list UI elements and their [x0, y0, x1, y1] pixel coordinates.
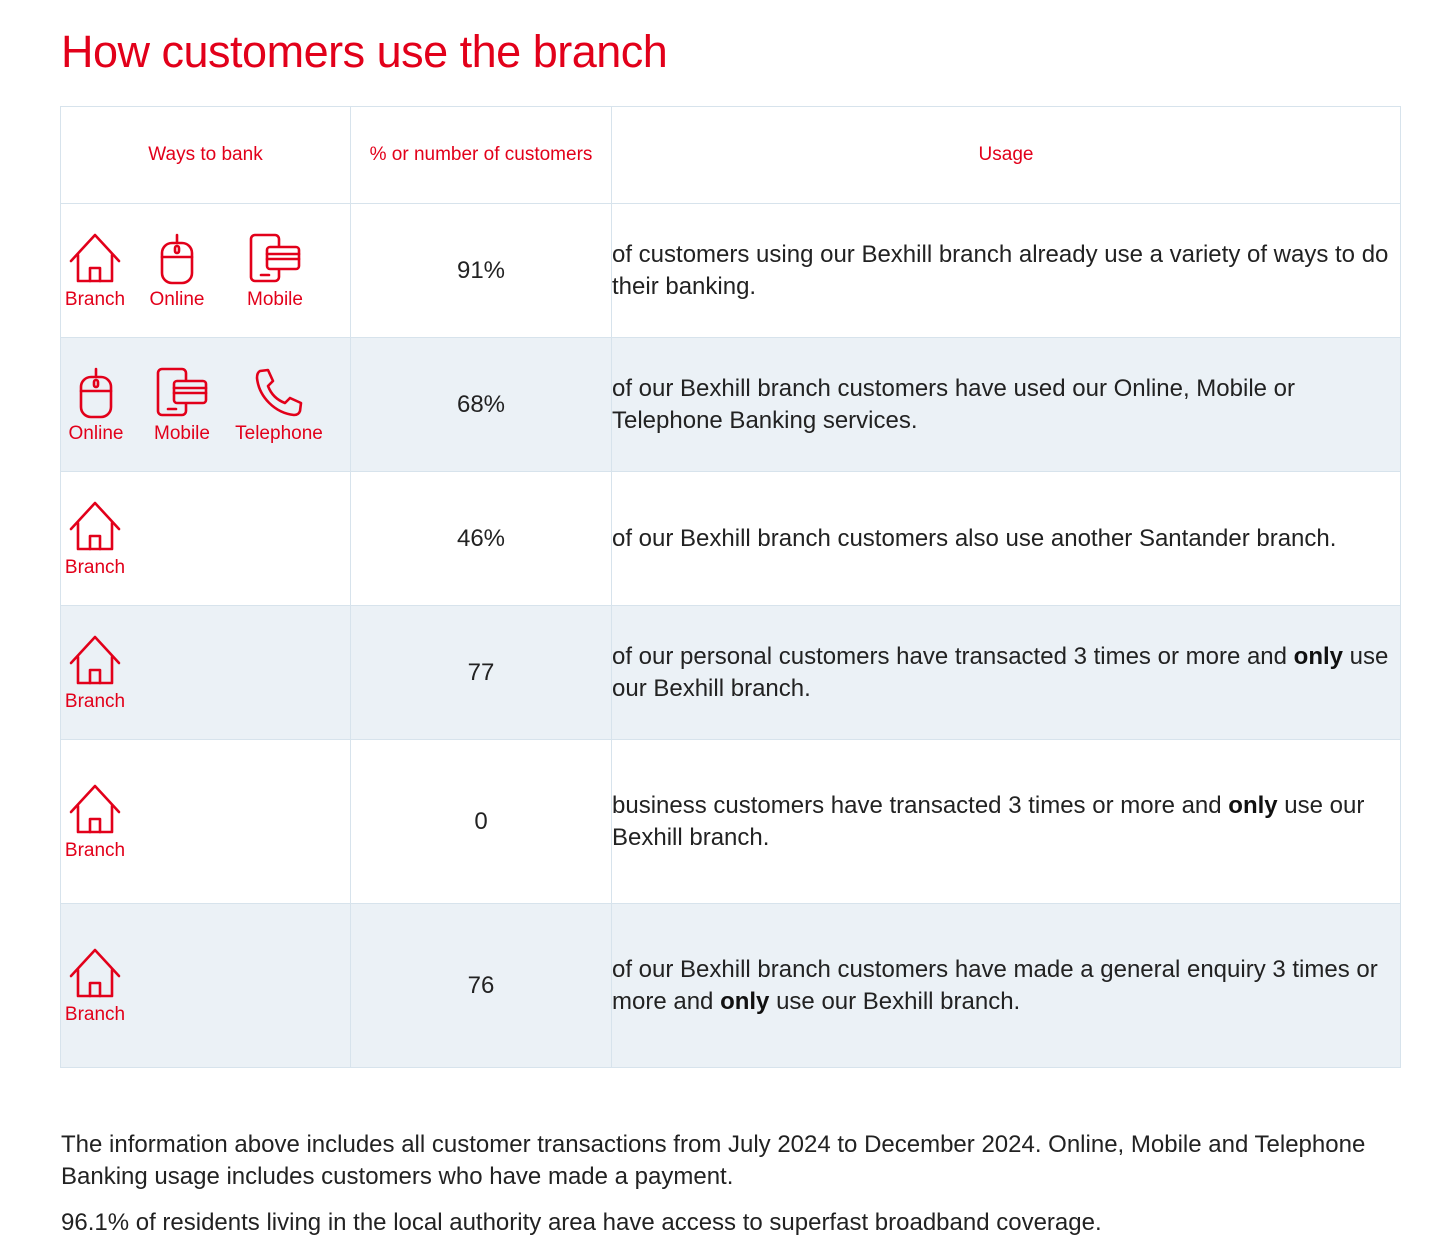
mouse-icon: [149, 231, 205, 285]
page-title: How customers use the branch: [61, 26, 668, 77]
channel-label: Branch: [64, 1003, 126, 1025]
footnote-transactions: The information above includes all customer transactions from July 2024 to December 2024. Online, Mobile and Telephone Banking usage includes customers who have made a payment.: [61, 1131, 1366, 1190]
channel-mobile: [225, 231, 325, 311]
value-cell: 91%: [351, 204, 612, 338]
channel-label: Online: [68, 422, 124, 444]
house-icon: [67, 231, 123, 285]
channel-telephone: [233, 365, 325, 445]
channel-label: Branch: [64, 839, 126, 861]
house-icon: [67, 782, 123, 836]
ways-cell: [61, 904, 351, 1068]
ways-cell: [61, 472, 351, 606]
usage-cell: of our Bexhill branch customers have made a general enquiry 3 times or more and only use our Bexhill branch.: [612, 904, 1401, 1068]
channel-branch: [61, 946, 129, 1026]
house-icon: [67, 499, 123, 553]
phone-icon: [251, 365, 307, 419]
ways-cell: [61, 606, 351, 740]
column-header-usage: Usage: [612, 107, 1401, 204]
usage-cell: of customers using our Bexhill branch already use a variety of ways to do their banking.: [612, 204, 1401, 338]
table-header-row: [61, 107, 1401, 204]
table-row: [61, 904, 1401, 1068]
mobile-card-icon: [154, 365, 210, 419]
usage-table: [60, 106, 1401, 1068]
channel-label: Telephone: [235, 422, 323, 444]
ways-cell: [61, 204, 351, 338]
mobile-card-icon: [247, 231, 303, 285]
table-row: [61, 472, 1401, 606]
usage-cell: business customers have transacted 3 times or more and only use our Bexhill branch.: [612, 740, 1401, 904]
value-cell: 0: [351, 740, 612, 904]
channel-label: Online: [149, 288, 205, 310]
channel-label: Branch: [64, 690, 126, 712]
channel-branch: [61, 499, 129, 579]
usage-cell: of our Bexhill branch customers also use another Santander branch.: [612, 472, 1401, 606]
value-cell: 46%: [351, 472, 612, 606]
table-row: [61, 606, 1401, 740]
table-row: [61, 740, 1401, 904]
value-cell: 68%: [351, 338, 612, 472]
channel-branch: [61, 633, 129, 713]
ways-cell: [61, 740, 351, 904]
usage-cell: of our Bexhill branch customers have used our Online, Mobile or Telephone Banking services.: [612, 338, 1401, 472]
value-cell: 77: [351, 606, 612, 740]
channel-mobile: [131, 365, 233, 445]
channel-branch: [61, 782, 129, 862]
channel-label: Mobile: [154, 422, 210, 444]
footnote-broadband: 96.1% of residents living in the local authority area have access to superfast broadband coverage.: [61, 1209, 1102, 1236]
channel-branch: [61, 231, 129, 311]
channel-online: [61, 365, 131, 445]
table-row: [61, 338, 1401, 472]
channel-label: Branch: [64, 556, 126, 578]
usage-cell: of our personal customers have transacted 3 times or more and only use our Bexhill branch.: [612, 606, 1401, 740]
house-icon: [67, 633, 123, 687]
ways-cell: [61, 338, 351, 472]
column-header-ways: Ways to bank: [61, 107, 351, 204]
channel-online: [129, 231, 225, 311]
column-header-value: % or number of customers: [351, 107, 612, 204]
house-icon: [67, 946, 123, 1000]
channel-label: Branch: [64, 288, 126, 310]
mouse-icon: [68, 365, 124, 419]
value-cell: 76: [351, 904, 612, 1068]
table-row: [61, 204, 1401, 338]
channel-label: Mobile: [247, 288, 303, 310]
